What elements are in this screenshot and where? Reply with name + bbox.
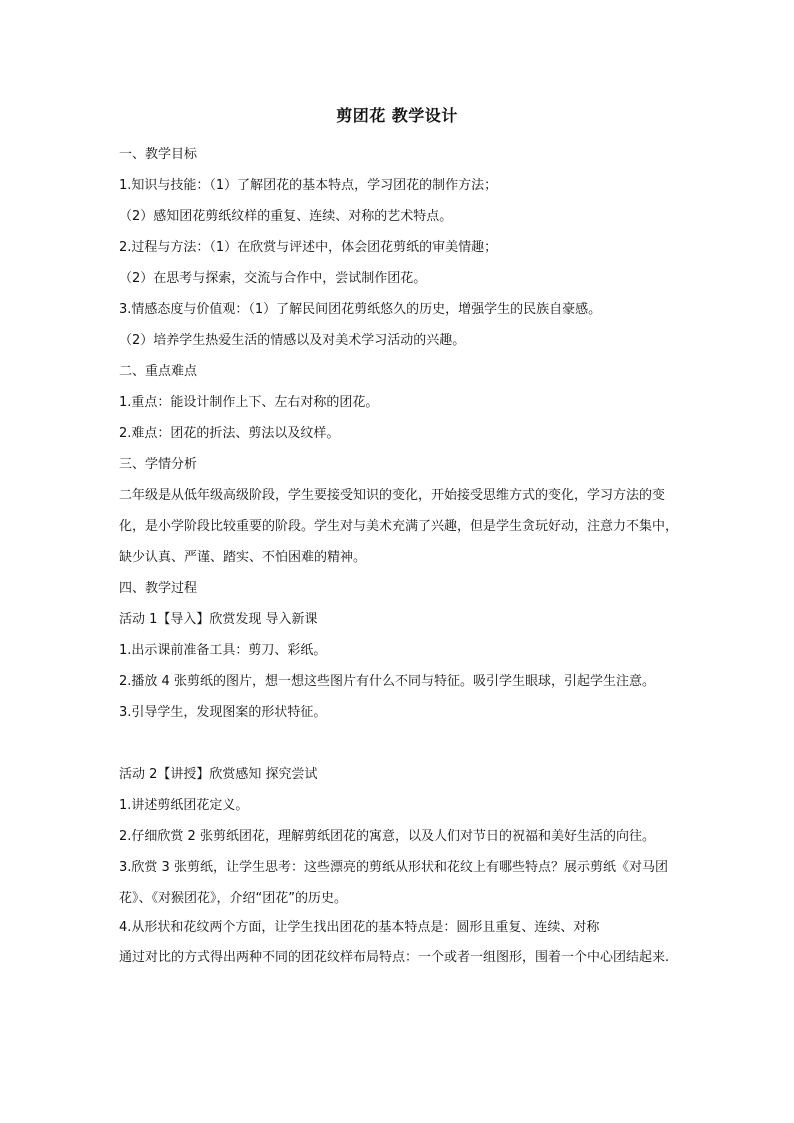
student-analysis-paragraph: 二年级是从低年级高级阶段，学生要接受知识的变化，开始接受思维方式的变化，学习方法的变化，是小学阶段比较重要的阶段。学生对与美术充满了兴趣，但是学生贪玩好动，注意力不集中，缺少认真、严谨、踏实、不怕困难的精神。 [119, 488, 679, 565]
blank-line [119, 728, 679, 759]
key-point: 1.重点：能设计制作上下、左右对称的团花。 [119, 395, 379, 410]
activity-1-step-2: 2.播放 4 张剪纸的图片，想一想这些图片有什么不同与特征。吸引学生眼球，引起学生注意。 [119, 674, 655, 689]
section-heading-student-analysis: 三、学情分析 [119, 457, 198, 472]
activity-2-step-3: 3.欣赏 3 张剪纸，让学生思考：这些漂亮的剪纸从形状和花纹上有哪些特点？展示剪纸《对马团花》、《对猴团花》，介绍“团花”的历史。 [119, 860, 668, 906]
objective-process-2: （2）在思考与探索，交流与合作中，尝试制作团花。 [119, 271, 427, 286]
objective-knowledge: 1.知识与技能：（1）了解团花的基本特点，学习团花的制作方法； [119, 178, 498, 193]
difficult-point: 2.难点：团花的折法、剪法以及纹样。 [119, 426, 340, 441]
activity-2-step-1: 1.讲述剪纸团花定义。 [119, 798, 249, 813]
section-heading-teaching-process: 四、教学过程 [119, 581, 198, 596]
section-heading-objectives: 一、教学目标 [119, 147, 198, 162]
objective-emotion: 3.情感态度与价值观：（1）了解民间团花剪纸悠久的历史，增强学生的民族自豪感。 [119, 302, 602, 317]
section-heading-key-points: 二、重点难点 [119, 364, 198, 379]
activity-1-step-1: 1.出示课前准备工具：剪刀、彩纸。 [119, 643, 327, 658]
document-body [119, 139, 679, 973]
activity-2-step-2: 2.仔细欣赏 2 张剪纸团花，理解剪纸团花的寓意，以及人们对节日的祝福和美好生活的向往。 [119, 829, 655, 844]
activity-2-step-4: 4.从形状和花纹两个方面，让学生找出团花的基本特点是：圆形且重复、连续、对称 [119, 920, 600, 935]
objective-emotion-2: （2）培养学生热爱生活的情感以及对美术学习活动的兴趣。 [119, 333, 466, 348]
document-title: 剪团花 教学设计 [336, 106, 458, 125]
activity-2-heading: 活动 2【讲授】欣赏感知 探究尝试 [119, 767, 318, 782]
activity-1-step-3: 3.引导学生，发现图案的形状特征。 [119, 705, 327, 720]
objective-process: 2.过程与方法：（1）在欣赏与评述中，体会团花剪纸的审美情趣； [119, 240, 498, 255]
activity-2-conclusion: 通过对比的方式得出两种不同的团花纹样布局特点：一个或者一组图形，围着一个中心团结起来. [119, 950, 670, 965]
objective-knowledge-2: （2）感知团花剪纸纹样的重复、连续、对称的艺术特点。 [119, 209, 453, 224]
activity-1-heading: 活动 1【导入】欣赏发现 导入新课 [119, 612, 318, 627]
